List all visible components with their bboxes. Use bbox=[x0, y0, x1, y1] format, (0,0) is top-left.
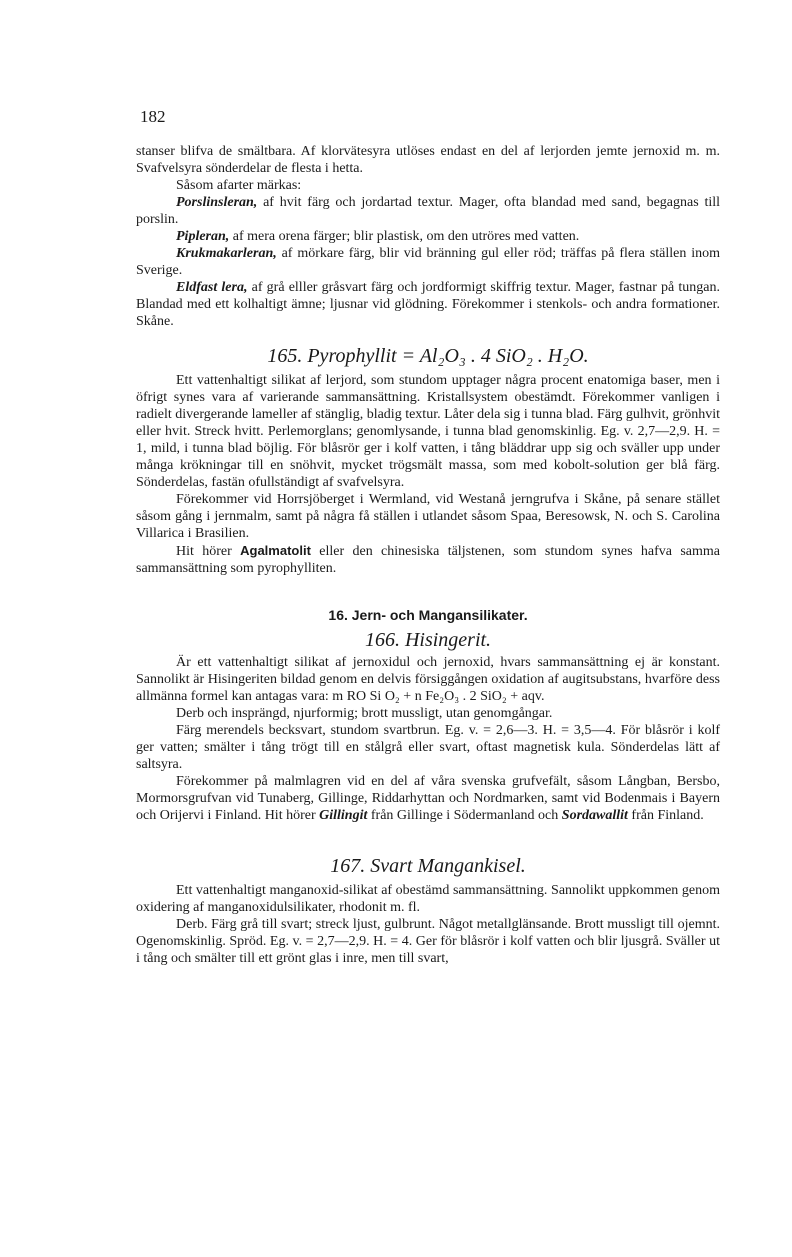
page-body bbox=[136, 143, 720, 967]
term-sordawallit: Sordawallit bbox=[561, 808, 628, 823]
paragraph-porslinsleran: Porslinsleran, af hvit färg och jordartad textur. Mager, ofta blandad med sand, begagnas till porslin. bbox=[136, 195, 720, 227]
term-porslinsleran: Porslinsleran, bbox=[176, 195, 258, 210]
paragraph-pyrophyllit-occurrence: Förekommer vid Horrsjöberget i Wermland, vid Westanå jerngrufva i Skåne, på senare stället såsom gång i jernmalm, samt på några få ställen i utlandet såsom Spaa, Beresowsk, N. och S. Carolina Villarica i Brasilien. bbox=[136, 492, 720, 541]
heading-165-pyrophyllit: 165. Pyrophyllit = Al₂O₃ . 4 SiO₂ . H₂O. bbox=[267, 345, 589, 367]
paragraph-pyrophyllit-description: Ett vattenhaltigt silikat af lerjord, som stundom upptager några procent enatomiga baser, men i öfrigt synes vara af varierande sammansättning. Kristallsystem obestämdt. Förekommer vanligen i radielt divergerande lameller af stänglig, bladig textur. Låter dela sig i tunna blad. Färg gulhvit, grönhvit eller hvit. Streck hvitt. Perlemorglans; genomlysande, i tunna blad genomskinlig. Eg. v. 2,7—2,9. H. = 1, mild, i tunna blad böjlig. För blåsrör ger i kolf vatten, i tång bläddrar upp sig och sväller upp under många krökningar till en snöhvit, mycket trögsmält massa, som med kobolt-solution ger blå färg. Sönderdelas, fastän ofullständigt af svafvelsyra. bbox=[136, 373, 720, 490]
heading-group-16: 16. Jern- och Mangansilikater. bbox=[328, 607, 528, 623]
paragraph-hisingerit-occurrence: Förekommer på malmlagren vid en del af våra svenska grufvefält, såsom Långban, Bersbo, Mormorsgrufvan vid Tunaberg, Gillinge, Riddarhyttan och Nordmarken, samt vid Bodenmais i Bayern och Orijervi i Finland. Hit hörer Gillingit från Gillinge i Södermanland och Sordawallit från Finland. bbox=[136, 774, 720, 823]
paragraph-mangankisel-properties: Derb. Färg grå till svart; streck ljust, gulbrunt. Något metallglänsande. Brott mussligt till ojemnt. Ogenomskinlig. Spröd. Eg. v. = 2,7—2,9. H. = 4. Ger för blåsrör i kolf vatten och blir ljusgrå. Sväller ut i tång och smälter till ett grönt glas i inre, men till svart, bbox=[136, 917, 720, 966]
paragraph-varieties-intro: Såsom afarter märkas: bbox=[176, 178, 302, 193]
paragraph-pipleran: Pipleran, af mera orena färger; blir plastisk, om den utröres med vatten. bbox=[176, 229, 580, 244]
term-agalmatolit: Agalmatolit bbox=[240, 543, 311, 558]
paragraph-eldfast-lera: Eldfast lera, af grå elller gråsvart färg och jordformigt skiffrig textur. Mager, fastnar på tungan. Blandad med ett kolhaltigt ämne; ljusnar vid glödning. Förekommer i stenkols- och andra formationer. Skåne. bbox=[136, 280, 721, 329]
page-number: 182 bbox=[140, 107, 166, 126]
paragraph-hisingerit-properties: Färg merendels becksvart, stundom svartbrun. Eg. v. = 2,6—3. H. = 3,5—4. För blåsrör i kolf ger vatten; smälter i tång trögt till en stålgrå eller svart, oftast magnetisk kula. Sönderdelas lätt af saltsyra. bbox=[136, 723, 720, 772]
paragraph-hisingerit-form: Derb och insprängd, njurformig; brott mussligt, utan genomgångar. bbox=[176, 706, 553, 721]
term-krukmakarleran: Krukmakarleran, bbox=[176, 246, 277, 261]
paragraph-krukmakarleran: Krukmakarleran, af mörkare färg, blir vid bränning gul eller röd; träffas på flera ställen inom Sverige. bbox=[136, 246, 720, 278]
heading-166-hisingerit: 166. Hisingerit. bbox=[364, 629, 492, 651]
paragraph-mangankisel-composition: Ett vattenhaltigt manganoxid-silikat af obestämd sammansättning. Sannolikt uppkommen genom oxidering af manganoxidulsilikater, rhodonit m. fl. bbox=[136, 883, 720, 915]
paragraph-hisingerit-composition: Är ett vattenhaltigt silikat af jernoxidul och jernoxid, hvars sammansättning ej är konstant. Sannolikt är Hisingeriten bildad genom en delvis försiggången oxidation af augitsubstans, hvarföre dess allmänna formel kan antagas vara: m RO Si O₂ + n Fe₂O₃ . 2 SiO₂ + aqv. bbox=[136, 655, 720, 704]
term-eldfast-lera: Eldfast lera, bbox=[176, 280, 248, 295]
term-gillingit: Gillingit bbox=[319, 808, 368, 823]
term-pipleran: Pipleran, bbox=[176, 229, 230, 244]
paragraph-agalmatolit: Hit hörer Agalmatolit eller den chinesiska täljstenen, som stundom synes hafva samma sammansättning som pyrophylliten. bbox=[136, 543, 720, 576]
paragraph-intro: stanser blifva de smältbara. Af klorvätesyra utlöses endast en del af lerjorden jemte jernoxid m. m. Svafvelsyra sönderdelar de flesta i hetta. bbox=[136, 144, 720, 176]
heading-167-svart-mangankisel: 167. Svart Mangankisel. bbox=[330, 855, 526, 877]
